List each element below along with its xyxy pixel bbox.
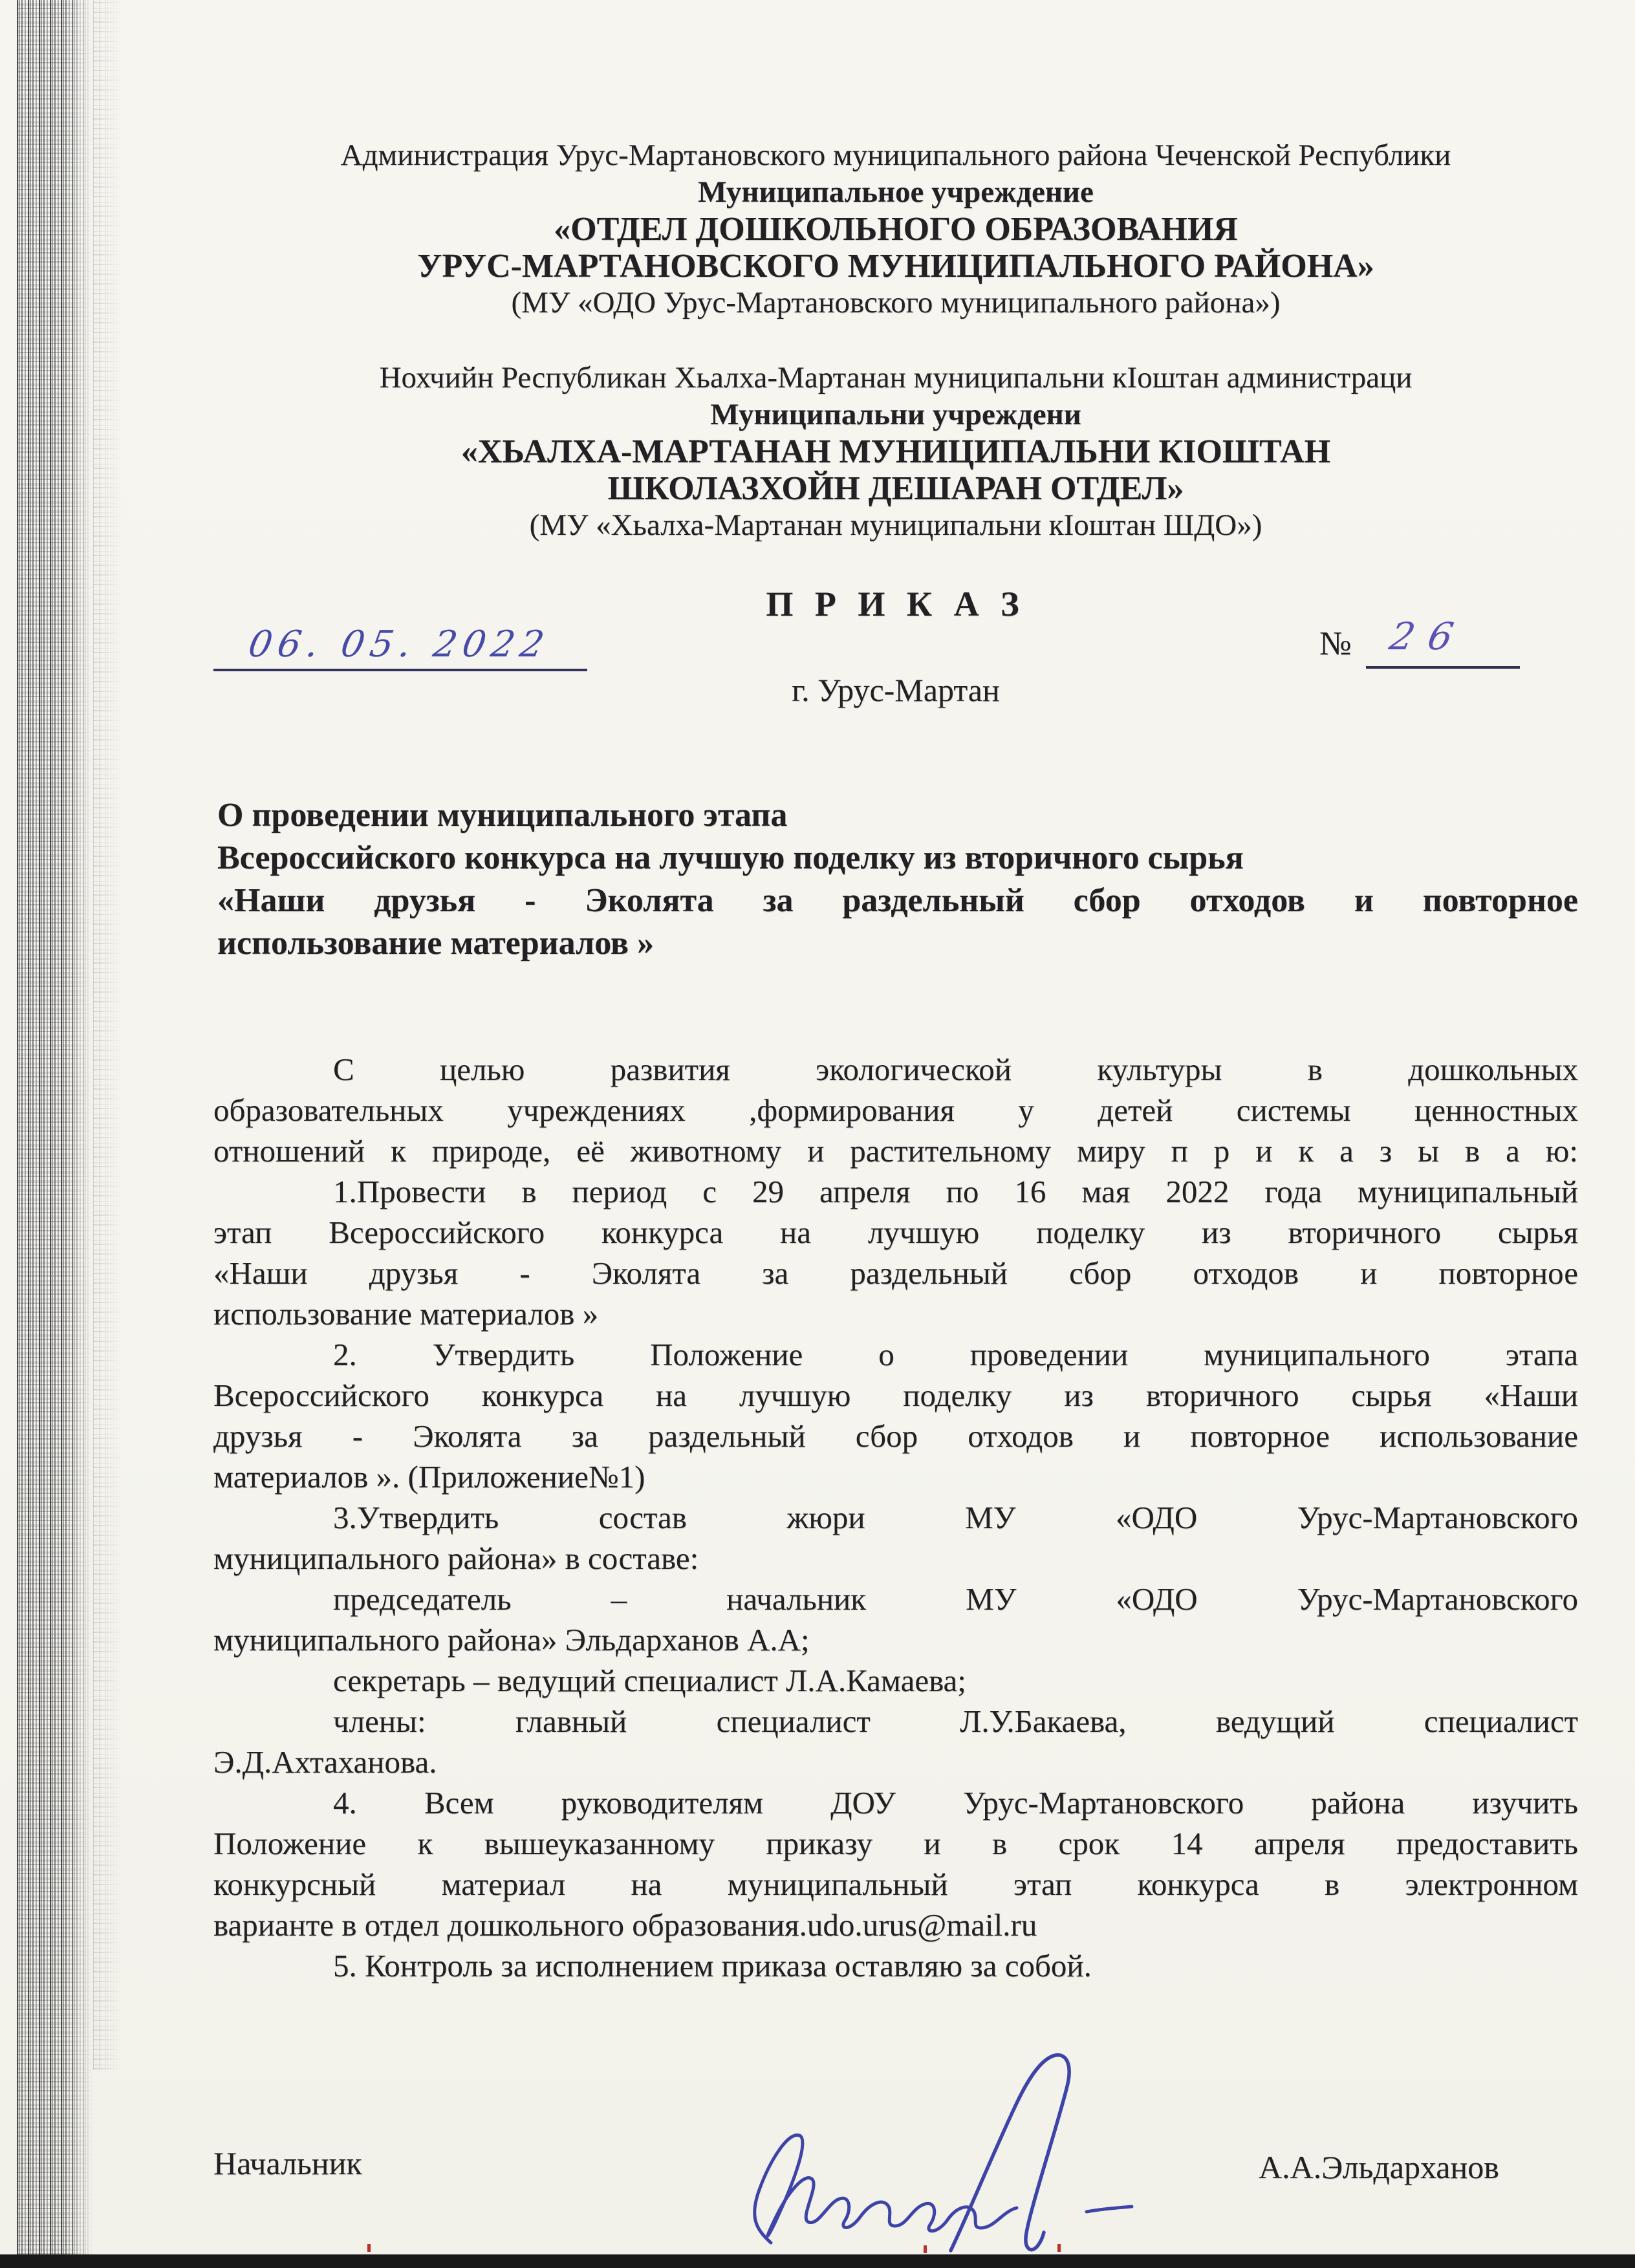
scan-artifact-left-band bbox=[17, 0, 93, 2254]
letterhead-chechen bbox=[213, 360, 1578, 544]
body-line: 3.Утвердить состав жюри МУ «ОДО Урус-Мартановского bbox=[333, 1500, 1578, 1535]
body-line: Э.Д.Ахтаханова. bbox=[213, 1744, 437, 1780]
body-line: «Наши друзья - Эколята за раздельный сбор отходов и повторное bbox=[213, 1255, 1578, 1291]
subject-line: использование материалов » bbox=[217, 925, 655, 962]
body-line: Положение к вышеуказанному приказу и в срок 14 апреля предоставить bbox=[213, 1826, 1578, 1861]
scan-artifact-red-tick bbox=[367, 2244, 371, 2252]
body-line: 1.Провести в период с 29 апреля по 16 мая 2022 года муниципальный bbox=[333, 1174, 1578, 1209]
letterhead-line: Муниципальни учреждени bbox=[710, 398, 1081, 431]
number-sign: № bbox=[1319, 625, 1352, 662]
body-line: муниципального района» в составе: bbox=[213, 1540, 699, 1576]
body-line: Всероссийского конкурса на лучшую поделку из вторичного сырья «Наши bbox=[213, 1377, 1578, 1413]
body-line: материалов ». (Приложение№1) bbox=[213, 1459, 645, 1495]
order-subject bbox=[217, 794, 1578, 965]
scan-artifact-left-speckle bbox=[93, 0, 123, 2069]
letterhead-line: (МУ «ОДО Урус-Мартановского муниципального района») bbox=[511, 286, 1281, 319]
handwritten-number: 26 bbox=[1385, 614, 1472, 658]
letterhead-line: Муниципальное учреждение bbox=[698, 175, 1094, 209]
body-line: этап Всероссийского конкурса на лучшую поделку из вторичного сырья bbox=[213, 1215, 1578, 1250]
letterhead-line: (МУ «Хьалха-Мартанан муниципальни кIоштан ШДО») bbox=[529, 508, 1262, 542]
body-line: 5. Контроль за исполнением приказа оставляю за собой. bbox=[333, 1948, 1092, 1983]
letterhead-line: ШКОЛАЗХОЙН ДЕШАРАН ОТДЕЛ» bbox=[607, 470, 1184, 507]
body-line: муниципального района» Эльдарханов А.А; bbox=[213, 1622, 810, 1658]
order-date-field bbox=[213, 622, 587, 671]
body-line: использование материалов » bbox=[213, 1296, 599, 1332]
body-line: секретарь – ведущий специалист Л.А.Камаева; bbox=[333, 1663, 966, 1698]
letterhead-line: «ХЬАЛХА-МАРТАНАН МУНИЦИПАЛЬНИ КIОШТАН bbox=[460, 433, 1331, 470]
subject-line: «Наши друзья - Эколята за раздельный сбор отходов и повторное bbox=[217, 882, 1578, 919]
signatory-name: А.А.Эльдарханов bbox=[1259, 2149, 1499, 2185]
body-line: варианте в отдел дошкольного образования.udo.urus@mail.ru bbox=[213, 1907, 1037, 1943]
body-line: 2. Утвердить Положение о проведении муниципального этапа bbox=[333, 1337, 1578, 1372]
order-body bbox=[213, 1049, 1578, 1986]
order-city: г. Урус-Мартан bbox=[792, 672, 1000, 708]
signatory-position: Начальник bbox=[213, 2145, 362, 2181]
body-line: друзья - Эколята за раздельный сбор отходов и повторное использование bbox=[213, 1418, 1578, 1454]
handwritten-date: 06. 05. 2022 bbox=[245, 623, 553, 665]
letterhead-line: «ОТДЕЛ ДОШКОЛЬНОГО ОБРАЗОВАНИЯ bbox=[554, 211, 1238, 248]
letterhead-line: УРУС-МАРТАНОВСКОГО МУНИЦИПАЛЬНОГО РАЙОНА» bbox=[417, 248, 1374, 285]
subject-line: Всероссийского конкурса на лучшую поделку из вторичного сырья bbox=[217, 839, 1244, 876]
body-line: члены: главный специалист Л.У.Бакаева, ведущий специалист bbox=[333, 1703, 1578, 1739]
scan-artifact-bottom-strip bbox=[0, 2254, 1635, 2268]
letterhead-line: Нохчийн Республикан Хьалха-Мартанан муниципальни кIоштан администраци bbox=[379, 361, 1413, 394]
body-line: отношений к природе, её животному и растительному миру п р и к а з ы в а ю: bbox=[213, 1133, 1578, 1169]
body-line: 4. Всем руководителям ДОУ Урус-Мартановского района изучить bbox=[333, 1785, 1578, 1820]
body-line: С целью развития экологической культуры в дошкольных bbox=[333, 1052, 1578, 1087]
order-title: П Р И К А З bbox=[766, 585, 1026, 623]
order-number-field bbox=[1319, 614, 1578, 671]
body-line: конкурсный материал на муниципальный этап конкурса в электронном bbox=[213, 1866, 1578, 1902]
body-line: председатель – начальник МУ «ОДО Урус-Мартановского bbox=[333, 1581, 1578, 1617]
letterhead-line: Администрация Урус-Мартановского муниципального района Чеченской Республики bbox=[340, 138, 1451, 172]
subject-line: О проведении муниципального этапа bbox=[217, 797, 788, 834]
letterhead-russian bbox=[213, 137, 1578, 321]
signature-ink bbox=[737, 2049, 1151, 2256]
body-line: образовательных учреждениях ,формирования у детей системы ценностных bbox=[213, 1092, 1578, 1128]
